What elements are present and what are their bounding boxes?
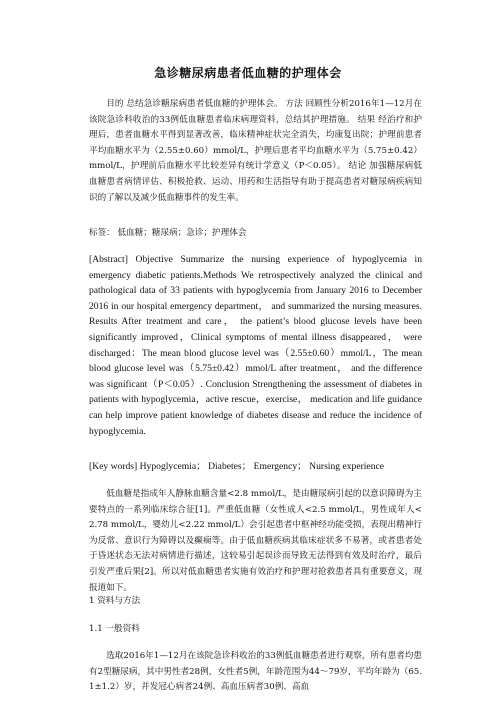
keywords-en-block — [89, 459, 422, 475]
section-1-heading-block — [89, 594, 422, 610]
keywords-cn: 标签： 低血糖；糖尿病；急诊；护理体会 — [89, 227, 247, 238]
body-paragraph-text: 选取2016年1—12月在该院急诊科收治的33例低血糖患者进行观察，所有患者均患有2型糖尿病，其中男性者28例，女性者5例，年龄范围为44～79岁，平均年龄为（65.1±1.2）岁，并发冠心病者24例、高血压病者30例、高血 — [89, 651, 422, 693]
abstract-cn-text: 目的 总结急诊糖尿病患者低血糖的护理体会。 方法 回顾性分析2016年1—12月在该院急诊科收治的33例低血糖患者临床病理资料，总结其护理措施。 结果 经治疗和护理后，患者血糖水平得到显著改善，临床精神症状完全消失，均康复出院；护理前患者平均血糖水平为（2.55±0.60）mmol/L，护理后患者平均血糖水平为（5.75±0.42）mmol/L，护理前后血糖水平比较差异有统计学意义（P＜0.05）。 结论 加强糖尿病低血糖患者病情评估、积极抢救、运动、用药和生活指导有助于提高患者对糖尿病疾病知识的了解以及减少低血糖事件的发生率。 — [89, 99, 422, 203]
intro-text: 低血糖是指成年人静脉血糖含量<2.8 mmol/L，是由糖尿病引起的以意识障碍为主要特点的一系列临床综合征[1]。严重低血糖（女性成人<2.5 mmol/L，男性成年人<2.78 mmol/L，婴幼儿<2.22 mmol/L）会引起患者中枢神经功能受损，表现出精神行为反常、意识行为障碍以及癫痫等。由于低血糖疾病其临床症状多不易著，或者患者处于昏迷状态无法对病情进行描述，这较易引起误诊而导致无法得到有效及时治疗，最后引发严重后果[2]。所以对低血糖患者实施有效治疗和护理对抢救患者具有重要意义，现报道如下。 — [89, 489, 422, 593]
abstract-en — [89, 252, 422, 439]
intro — [89, 487, 422, 596]
section-1-heading: 1 资料与方法 — [89, 596, 141, 606]
abstract-en-text: [Abstract] Objective Summarize the nursing experience of hypoglycemia in emergency diabetic patients.Methods We retrospectively analyzed the clinical and pathological data of 33 patients with hypoglycemia from January 2016 to December 2016 in our hospital emergency department， and summarized the nursing measures. Results After treatment and care， the patient’s blood glucose levels have been significantly improved，Clinical symptoms of mental illness disappeared， were discharged：The mean blood glucose level was（2.55±0.60）mmol/L，The mean blood glucose level was（5.75±0.42）mmol/L after treatment， and the difference was significant（P＜0.05）. Conclusion Strengthening the assessment of diabetes in patients with hypoglycemia，active rescue，exercise， medication and life guidance can help improve patient knowledge of diabetes disease and reduce the incidence of hypoglycemia. — [89, 254, 422, 437]
keywords-en: [Key words] Hypoglycemia； Diabetes； Emergency； Nursing experience — [89, 461, 385, 472]
paper-title: 急诊糖尿病患者低血糖的护理体会 — [154, 66, 342, 80]
keywords-cn-block — [89, 217, 422, 250]
body-paragraph — [89, 649, 422, 696]
abstract-cn — [89, 97, 422, 206]
section-1-1-heading: 1.1 一般资料 — [89, 624, 140, 634]
section-1-1-heading-block — [89, 622, 422, 638]
